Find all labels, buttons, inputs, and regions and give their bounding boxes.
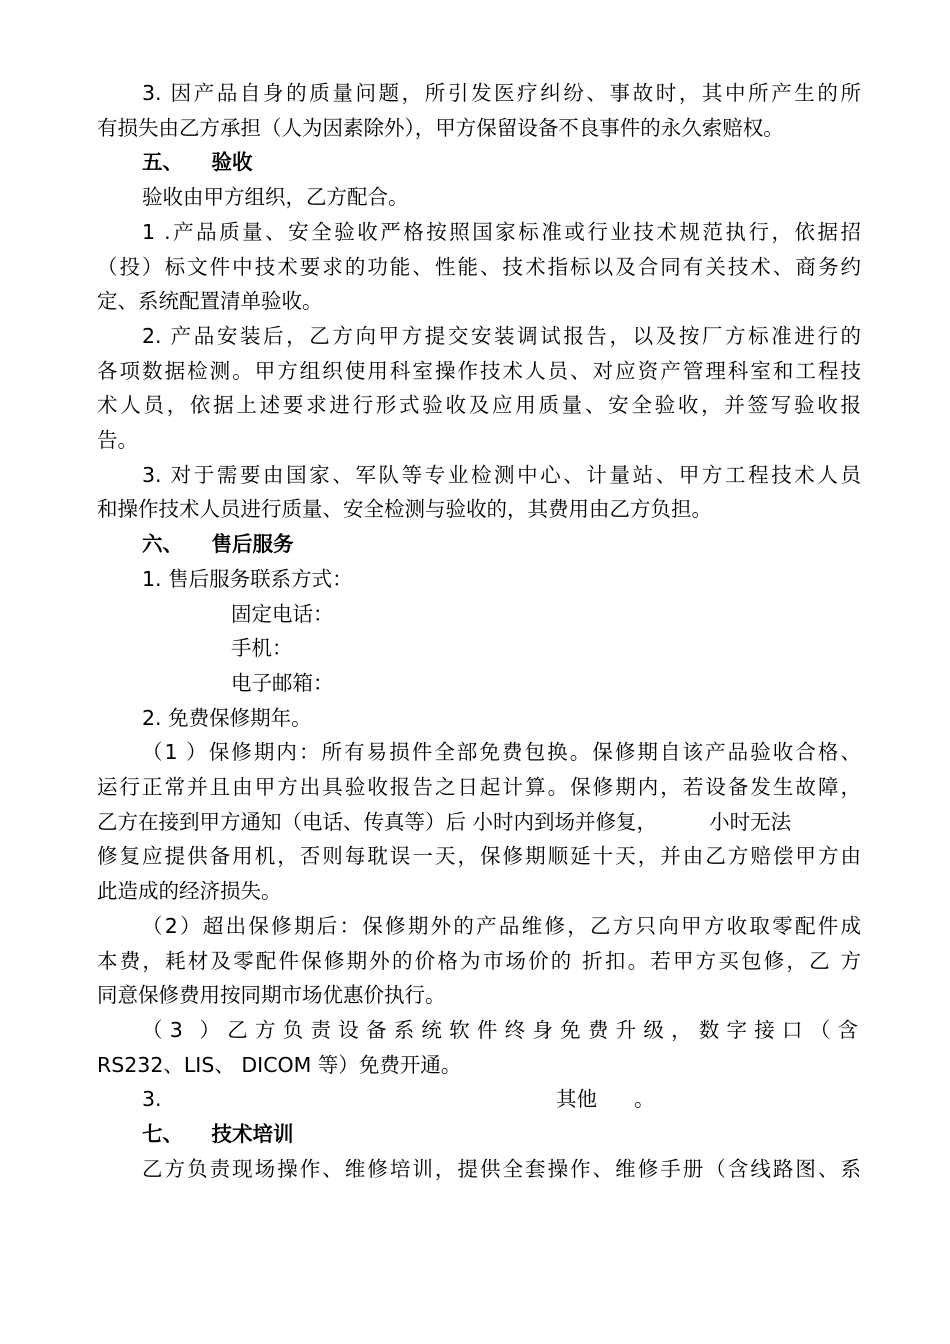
other-clause [97,1082,861,1117]
acceptance-item-2-line-2: 各项数据检测。甲方组织使用科室操作技术人员、对应资产管理科室和工程技 [97,358,861,383]
acceptance-item-3-line-1: 3. 对于需要由国家、军队等专业检测中心、计量站、甲方工程技术人员 [142,462,861,487]
acceptance-item-1-line-3: 定、系统配置清单验收。 [97,289,323,314]
warranty-item-3-line-2: RS232、LIS、 DICOM 等）免费开通。 [97,1052,462,1077]
service-contact-label: 1. 售后服务联系方式： [142,566,353,591]
warranty-item-1-line-3: 乙方在接到甲方通知（电话、传真等）后 小时内到场并修复， 小时无法 [97,809,792,834]
section-heading-after-sales: 六、 售后服务 [142,532,294,557]
phone-label: 固定电话： [231,601,334,626]
document-page [97,76,861,1186]
quality-clause-line-2: 有损失由乙方承担（人为因素除外），甲方保留设备不良事件的永久索赔权。 [97,115,784,140]
warranty-item-1-line-5: 此造成的经济损失。 [97,879,282,904]
warranty-item-3-line-1: （3 ）乙方负责设备系统软件终身免费升级，数字接口（含 [142,1017,861,1042]
other-clause-period: 。 [634,1087,655,1112]
warranty-item-1-line-4: 修复应提供备用机，否则每耽误一天，保修期顺延十天，并由乙方赔偿甲方由 [97,844,861,869]
warranty-item-2-line-1: （2）超出保修期后：保修期外的产品维修，乙方只向甲方收取零配件成 [142,913,861,938]
acceptance-item-2-line-3: 术人员，依据上述要求进行形式验收及应用质量、安全验收，并签写验收报 [97,393,861,418]
acceptance-item-1-line-2: （投）标文件中技术要求的功能、性能、技术指标以及合同有关技术、商务约 [97,254,861,279]
quality-clause-line-1: 3. 因产品自身的质量问题，所引发医疗纠纷、事故时，其中所产生的所 [142,81,861,105]
other-clause-text: 其他 [556,1087,597,1112]
warranty-item-2-line-2: 本费，耗材及零配件保修期外的价格为市场价的 折扣。若甲方买包修，乙 方 [97,948,861,973]
email-label: 电子邮箱： [231,670,334,695]
acceptance-item-1-line-1: 1 .产品质量、安全验收严格按照国家标准或行业技术规范执行，依据招 [142,219,861,244]
other-clause-number: 3. [142,1087,162,1112]
acceptance-item-2-line-1: 2. 产品安装后，乙方向甲方提交安装调试报告，以及按厂方标准进行的 [142,323,861,348]
warranty-item-2-line-3: 同意保修费用按同期市场优惠价执行。 [97,983,446,1008]
warranty-item-1-line-2: 运行正常并且由甲方出具验收报告之日起计算。保修期内，若设备发生故障， [97,775,861,800]
mobile-label: 手机： [231,636,293,661]
warranty-item-1-line-1: （1 ）保修期内：所有易损件全部免费包换。保修期自该产品验收合格、 [142,740,861,765]
section-heading-acceptance: 五、 验收 [142,150,253,175]
acceptance-intro: 验收由甲方组织，乙方配合。 [142,185,409,210]
section-heading-training: 七、 技术培训 [142,1122,294,1147]
acceptance-item-2-line-4: 告。 [97,428,138,453]
warranty-years: 2. 免费保修期年。 [142,705,312,730]
acceptance-item-3-line-2: 和操作技术人员进行质量、安全检测与验收的，其费用由乙方负担。 [97,497,712,522]
training-line-1: 乙方负责现场操作、维修培训，提供全套操作、维修手册（含线路图、系 [142,1156,861,1181]
